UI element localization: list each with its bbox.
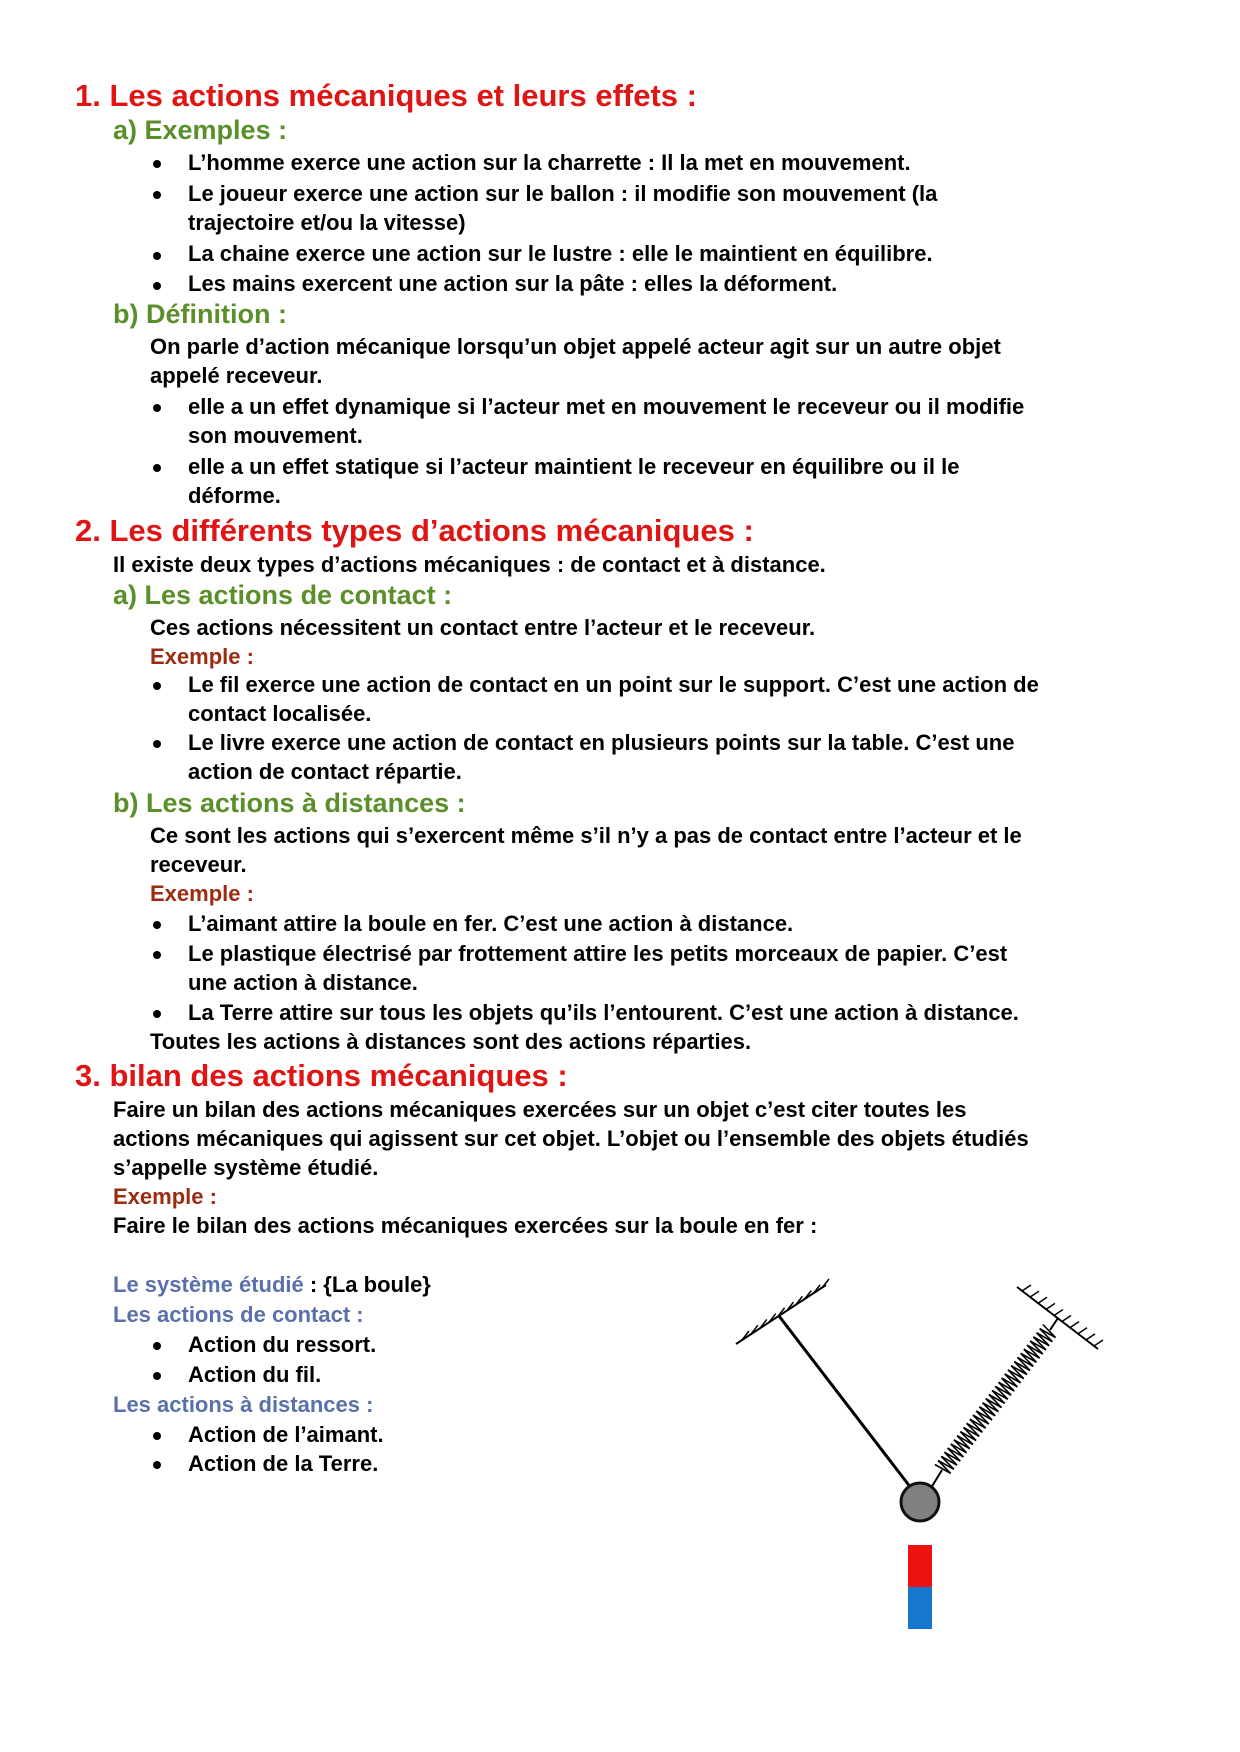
spring-bottom-end xyxy=(931,1470,942,1488)
section2b-title: b) Les actions à distances : xyxy=(113,788,466,818)
list-item: Action du ressort. xyxy=(188,1332,377,1357)
section2b-conclusion: Toutes les actions à distances sont des actions réparties. xyxy=(150,1029,752,1054)
iron-ball xyxy=(901,1483,939,1521)
list-item: Action de l’aimant. xyxy=(188,1422,384,1447)
thread xyxy=(779,1316,911,1488)
contact-actions-label: Les actions de contact : xyxy=(113,1302,364,1327)
list-item-continuation: une action à distance. xyxy=(188,970,418,995)
section2b-intro: Ce sont les actions qui s’exercent même s’il n’y a pas de contact entre l’acteur et le xyxy=(150,823,1022,848)
system-label: Le système étudié xyxy=(113,1272,304,1297)
list-item-continuation: déforme. xyxy=(188,483,281,508)
list-item: La chaine exerce une action sur le lustre : elle le maintient en équilibre. xyxy=(188,241,933,266)
list-item: elle a un effet dynamique si l’acteur met en mouvement le receveur ou il modifie xyxy=(188,394,1025,419)
list-item-continuation: action de contact répartie. xyxy=(188,759,462,784)
hatch-mark xyxy=(1022,1285,1031,1291)
example-label: Exemple : xyxy=(150,881,254,906)
list-item: La Terre attire sur tous les objets qu’ils l’entourent. C’est une action à distance. xyxy=(188,1000,1019,1025)
hatch-mark xyxy=(1038,1297,1047,1303)
section1-title: 1. Les actions mécaniques et leurs effets : xyxy=(75,78,697,113)
definition-text: On parle d’action mécanique lorsqu’un objet appelé acteur agit sur un autre objet xyxy=(150,334,1001,359)
section1b-title: b) Définition : xyxy=(113,299,287,329)
list-item: L’aimant attire la boule en fer. C’est une action à distance. xyxy=(188,911,794,936)
list-item: Le joueur exerce une action sur le ballon : il modifie son mouvement (la xyxy=(188,181,938,206)
hatch-mark xyxy=(1086,1334,1095,1340)
spring-top-end xyxy=(1050,1318,1058,1330)
section2a-title: a) Les actions de contact : xyxy=(113,580,453,610)
distance-actions-label: Les actions à distances : xyxy=(113,1392,374,1417)
section2-intro: Il existe deux types d’actions mécaniques : de contact et à distance. xyxy=(113,552,826,577)
list-item: Le livre exerce une action de contact en plusieurs points sur la table. C’est une xyxy=(188,730,1015,755)
list-item: Les mains exercent une action sur la pâte : elles la déforment. xyxy=(188,271,838,296)
hatch-mark xyxy=(822,1279,829,1288)
hatch-mark xyxy=(1070,1322,1079,1328)
spring xyxy=(935,1325,1056,1474)
hatch-mark xyxy=(1030,1291,1039,1297)
list-item: Le plastique électrisé par frottement attire les petits morceaux de papier. C’est xyxy=(188,941,1008,966)
section3-body: Faire un bilan des actions mécaniques exercées sur un objet c’est citer toutes les xyxy=(113,1097,967,1122)
section3-title: 3. bilan des actions mécaniques : xyxy=(75,1058,568,1093)
hatch-mark xyxy=(1062,1316,1071,1322)
list-item: elle a un effet statique si l’acteur maintient le receveur en équilibre ou il le xyxy=(188,454,960,479)
hatch-mark xyxy=(1094,1340,1103,1346)
list-item-continuation: contact localisée. xyxy=(188,701,372,726)
system-value: : {La boule} xyxy=(303,1272,431,1297)
hatch-mark xyxy=(1078,1328,1087,1334)
example-text: Faire le bilan des actions mécaniques exercées sur la boule en fer : xyxy=(113,1213,818,1238)
definition-text: appelé receveur. xyxy=(150,363,323,388)
example-label: Exemple : xyxy=(113,1184,217,1209)
section3-body: s’appelle système étudié. xyxy=(113,1155,379,1180)
magnet-south-pole xyxy=(908,1587,932,1629)
section3-body: actions mécaniques qui agissent sur cet objet. L’objet ou l’ensemble des objets étudiés xyxy=(113,1126,1029,1151)
section2b-intro: receveur. xyxy=(150,852,247,877)
hatch-mark xyxy=(1054,1309,1063,1315)
list-item: Le fil exerce une action de contact en un point sur le support. C’est une action de xyxy=(188,672,1039,697)
hatch-mark xyxy=(1046,1303,1055,1309)
section1a-title: a) Exemples : xyxy=(113,115,288,145)
example-label: Exemple : xyxy=(150,644,254,669)
list-item-continuation: son mouvement. xyxy=(188,423,363,448)
list-item: L’homme exerce une action sur la charrette : Il la met en mouvement. xyxy=(188,150,911,175)
section2a-intro: Ces actions nécessitent un contact entre l’acteur et le receveur. xyxy=(150,615,816,640)
list-item: Action du fil. xyxy=(188,1362,322,1387)
section2-title: 2. Les différents types d’actions mécaniques : xyxy=(75,513,754,548)
magnet-north-pole xyxy=(908,1545,932,1587)
list-item: Action de la Terre. xyxy=(188,1451,379,1476)
list-item-continuation: trajectoire et/ou la vitesse) xyxy=(188,210,466,235)
